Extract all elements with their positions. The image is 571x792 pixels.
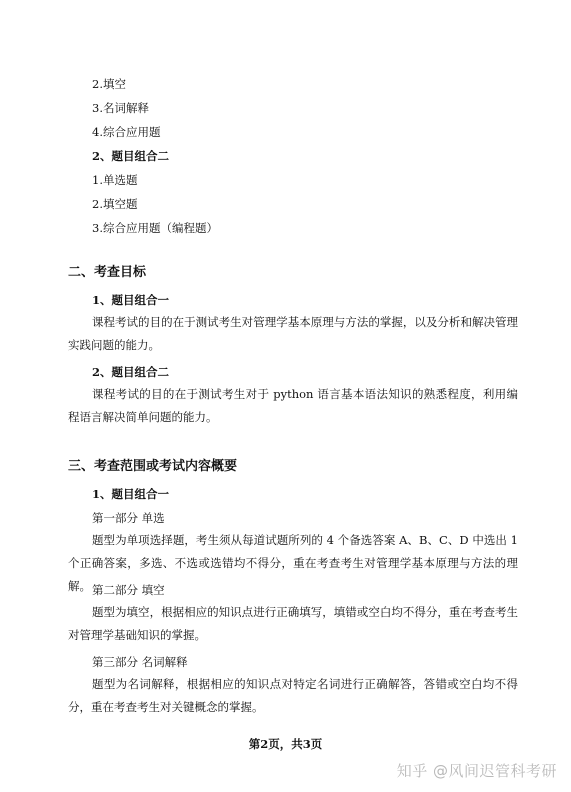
list-item-comprehensive: 4.综合应用题 <box>92 125 161 139</box>
section-heading-objectives: 二、考查目标 <box>68 265 147 280</box>
part-one-label: 第一部分 单选 <box>92 511 165 525</box>
paragraph-part-one: 题型为单项选择题，考生须从每道试题所列的 4 个备选答案 A、B、C、D 中选出 1 个正确答案，多选、不选或选错均不得分，重在考查考生对管理学基本原理与方法的理解。 <box>68 533 518 593</box>
paragraph-objective-one: 课程考试的目的在于测试考生对管理学基本原理与方法的掌握，以及分析和解决管理实践问题的能力。 <box>68 315 518 352</box>
subheading-group-two: 2、题目组合二 <box>92 149 170 163</box>
subheading-group-two: 2、题目组合二 <box>92 365 170 379</box>
subheading-group-one: 1、题目组合一 <box>92 293 170 307</box>
list-item-programming: 3.综合应用题（编程题） <box>92 221 218 235</box>
list-item-single-choice: 1.单选题 <box>92 173 138 187</box>
paragraph-part-three: 题型为名词解释，根据相应的知识点对特定名词进行正确解答，答错或空白均不得分，重在考查考生对关键概念的掌握。 <box>68 677 518 714</box>
subheading-group-one: 1、题目组合一 <box>92 487 170 501</box>
paragraph-part-two: 题型为填空，根据相应的知识点进行正确填写，填错或空白均不得分，重在考查考生对管理学基础知识的掌握。 <box>68 605 518 642</box>
part-two-label: 第二部分 填空 <box>92 583 165 597</box>
section-heading-scope: 三、考查范围或考试内容概要 <box>68 459 238 474</box>
watermark: 知乎 @风间迟管科考研 <box>396 762 557 780</box>
part-three-label: 第三部分 名词解释 <box>92 655 188 669</box>
list-item-fill-blank-question: 2.填空题 <box>92 197 138 211</box>
paragraph-objective-two: 课程考试的目的在于测试考生对于 python 语言基本语法知识的熟悉程度，利用编程语言解决简单问题的能力。 <box>68 387 518 424</box>
page-footer: 第2页，共3页 <box>248 737 323 751</box>
list-item-term-explanation: 3.名词解释 <box>92 101 149 115</box>
list-item-fill-blank: 2.填空 <box>92 77 126 91</box>
